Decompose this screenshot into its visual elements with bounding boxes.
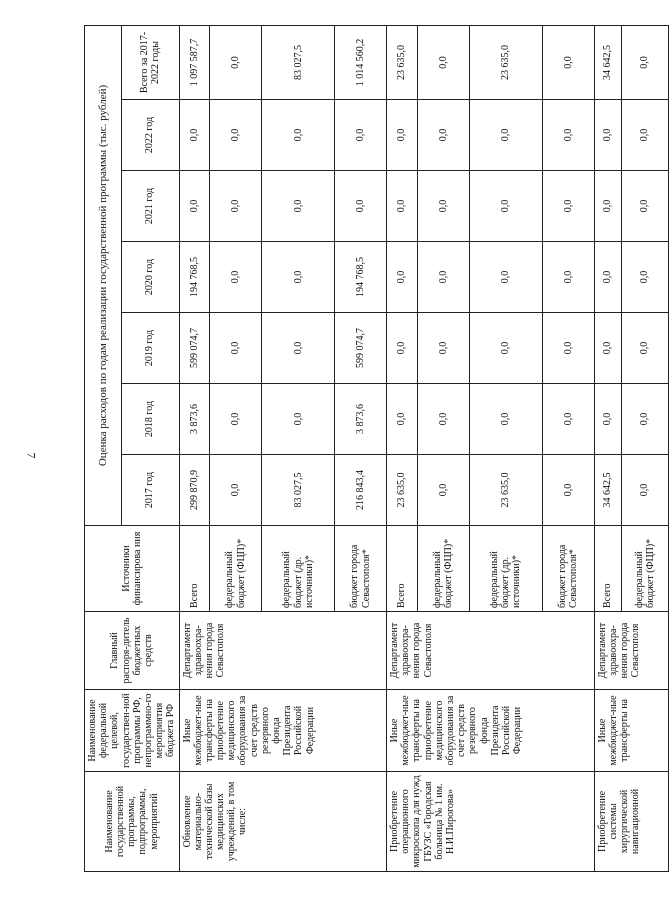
federal-program-cell: Иные межбюджет-ные трансферты на приобретение медицинского оборудования за счет средств резервного фонда Президента Российской Федерации [179,690,387,772]
total-value-cell: 0,0 [210,26,262,100]
total-value-cell: 0,0 [417,26,469,100]
federal-program-cell: Иные межбюджет-ные трансферты на приобретение медицинского оборудования за счет средств резервного фонда Президента Российской Федерации [387,690,595,772]
year-value-cell: 0,0 [622,384,669,455]
total-value-cell: 1 097 587,7 [179,26,210,100]
year-value-cell: 0,0 [417,171,469,242]
funding-source-cell: федеральный бюджет (ФЦП)* [622,526,669,612]
year-value-cell: 194 768,5 [335,242,387,313]
year-value-cell: 0,0 [210,171,262,242]
year-value-cell: 299 870,9 [179,455,210,526]
year-value-cell: 0,0 [542,100,594,171]
year-value-cell: 0,0 [387,171,418,242]
year-value-cell: 0,0 [335,171,387,242]
year-value-cell: 0,0 [469,313,542,384]
table-row [387,26,418,872]
funding-source-cell: Всего [387,526,418,612]
year-value-cell: 194 768,5 [179,242,210,313]
total-value-cell: 34 642,5 [594,26,622,100]
year-value-cell: 0,0 [542,313,594,384]
funding-source-cell: бюджет города Севастополя* [335,526,387,612]
year-value-cell: 0,0 [417,313,469,384]
year-value-cell: 0,0 [469,242,542,313]
year-value-cell: 23 635,0 [387,455,418,526]
header-federal-program: Наименование федеральной целевой, государствен-ной программы РФ, непрограммно-го мероприятия бюджета РФ [85,690,180,772]
year-value-cell: 0,0 [262,384,335,455]
year-value-cell: 3 873,6 [179,384,210,455]
total-value-cell: 83 027,5 [262,26,335,100]
year-value-cell: 0,0 [210,455,262,526]
page-number: 7 [24,452,39,459]
year-value-cell: 599 074,7 [179,313,210,384]
year-value-cell: 0,0 [417,242,469,313]
expenditure-table [84,25,669,872]
header-expense-estimate: Оценка расходов по годам реализации государственной программы (тыс. рублей) [85,26,122,526]
year-value-cell: 0,0 [594,171,622,242]
administrator-cell: Департамент здравоохра-нения города Севастополя [594,612,668,690]
year-value-cell: 0,0 [262,171,335,242]
total-value-cell: 0,0 [622,26,669,100]
year-value-cell: 0,0 [262,313,335,384]
funding-source-cell: федеральный бюджет (ФЦП)* [417,526,469,612]
year-value-cell: 0,0 [622,100,669,171]
activity-name-cell: Приобретение системы хирургической навигационной [594,772,668,872]
year-value-cell: 0,0 [335,100,387,171]
year-value-cell: 83 027,5 [262,455,335,526]
funding-source-cell: федеральный бюджет (др. источники)* [262,526,335,612]
year-value-cell: 0,0 [469,171,542,242]
year-value-cell: 0,0 [594,313,622,384]
total-value-cell: 23 635,0 [387,26,418,100]
year-value-cell: 0,0 [210,313,262,384]
year-value-cell: 0,0 [594,242,622,313]
year-value-cell: 599 074,7 [335,313,387,384]
header-total: Всего за 2017-2022 годы [121,26,179,100]
header-funding-sources: Источники финансирова ния [85,526,180,612]
year-value-cell: 0,0 [387,242,418,313]
year-value-cell: 0,0 [387,313,418,384]
year-value-cell: 0,0 [262,242,335,313]
year-value-cell: 216 843,4 [335,455,387,526]
header-budget-administrator: Главный распоря-дитель бюджетных средств [85,612,180,690]
administrator-cell: Департамент здравоохра-нения города Севастополя [387,612,595,690]
year-value-cell: 0,0 [417,455,469,526]
header-year: 2022 год [121,100,179,171]
total-value-cell: 0,0 [542,26,594,100]
year-value-cell: 0,0 [594,384,622,455]
year-value-cell: 0,0 [469,384,542,455]
year-value-cell: 0,0 [179,171,210,242]
year-value-cell: 0,0 [542,384,594,455]
year-value-cell: 0,0 [469,100,542,171]
header-year: 2018 год [121,384,179,455]
year-value-cell: 0,0 [262,100,335,171]
header-year: 2020 год [121,242,179,313]
header-program-name: Наименование государственной программы, подпрограммы, мероприятий [85,772,180,872]
activity-name-cell: Обновление материально-технической базы медицинских учреждений, в том числе: [179,772,387,872]
year-value-cell: 0,0 [417,100,469,171]
year-value-cell: 0,0 [594,100,622,171]
year-value-cell: 0,0 [542,171,594,242]
year-value-cell: 0,0 [210,242,262,313]
table-row [179,26,210,872]
year-value-cell: 3 873,6 [335,384,387,455]
rotated-table-container [84,26,656,872]
year-value-cell: 0,0 [542,242,594,313]
year-value-cell: 0,0 [622,313,669,384]
year-value-cell: 0,0 [179,100,210,171]
total-value-cell: 23 635,0 [469,26,542,100]
year-value-cell: 0,0 [210,100,262,171]
year-value-cell: 0,0 [417,384,469,455]
total-value-cell: 1 014 560,2 [335,26,387,100]
table-row [594,26,622,872]
administrator-cell: Департамент здравоохра-нения города Севастополя [179,612,387,690]
funding-source-cell: Всего [594,526,622,612]
year-value-cell: 0,0 [387,100,418,171]
funding-source-cell: федеральный бюджет (ФЦП)* [210,526,262,612]
year-value-cell: 0,0 [622,242,669,313]
year-value-cell: 0,0 [622,171,669,242]
header-year: 2019 год [121,313,179,384]
year-value-cell: 23 635,0 [469,455,542,526]
year-value-cell: 0,0 [622,455,669,526]
year-value-cell: 0,0 [542,455,594,526]
activity-name-cell: Приобретение операционного микроскопа для нужд ГБУЗС «Городская больница № 1 им. Н.И.Пирогова» [387,772,595,872]
federal-program-cell: Иные межбюджет-ные трансферты на [594,690,668,772]
header-row-1 [85,26,122,872]
year-value-cell: 0,0 [387,384,418,455]
table-body [179,26,668,872]
header-year: 2017 год [121,455,179,526]
funding-source-cell: федеральный бюджет (др. источники)* [469,526,542,612]
funding-source-cell: бюджет города Севастополя* [542,526,594,612]
header-year: 2021 год [121,171,179,242]
funding-source-cell: Всего [179,526,210,612]
year-value-cell: 34 642,5 [594,455,622,526]
year-value-cell: 0,0 [210,384,262,455]
